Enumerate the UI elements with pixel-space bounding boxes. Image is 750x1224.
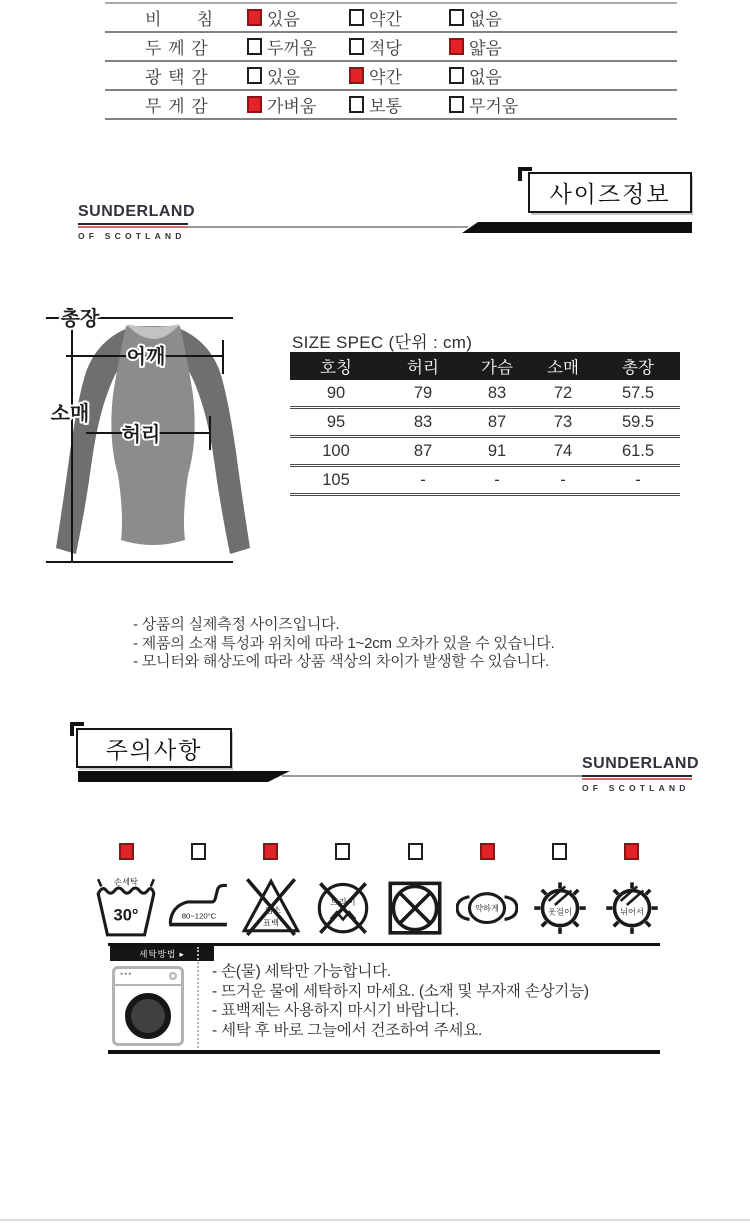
cell: 95: [326, 412, 346, 431]
care-symbols-row: [90, 843, 668, 939]
spec-option: [449, 63, 677, 88]
option-label: 보통: [369, 97, 402, 116]
size-spec-title: SIZE SPEC (단위 : cm): [292, 333, 473, 352]
checkbox-icon: [191, 843, 206, 860]
spec-option: [449, 5, 677, 30]
option-label: 두꺼움: [267, 39, 317, 58]
spec-row-label: 비 침: [145, 10, 215, 29]
option-label: 약간: [369, 68, 402, 87]
checkbox-icon: [119, 843, 134, 860]
label-total-length: 총장: [60, 308, 100, 330]
care-label: 손세탁: [114, 877, 139, 887]
col-header: 총장: [622, 359, 654, 377]
option-label: 무거움: [469, 97, 519, 116]
care-item-no-chlorine-bleach: [235, 843, 307, 939]
note-line: - 제품의 소재 특성과 위치에 따라 1~2cm 오차가 있을 수 있습니다.: [133, 634, 555, 652]
checkbox-icon: [247, 38, 262, 55]
option-label: 가벼움: [267, 97, 317, 116]
cell: 57.5: [621, 383, 655, 402]
option-label: 없음: [469, 10, 502, 29]
brand-logo: [582, 755, 699, 793]
cell: 83: [413, 412, 433, 431]
shade-dry-flat-icon: [601, 871, 663, 939]
caution-header: [76, 728, 232, 768]
care-label: 드라이: [330, 897, 356, 907]
checkbox-icon: [449, 67, 464, 84]
col-header: 허리: [407, 359, 439, 377]
label-waist: 허리: [121, 424, 161, 446]
cell: -: [420, 470, 426, 489]
spec-option: [449, 92, 677, 117]
brand-name: SUNDERLAND: [78, 203, 188, 225]
machine-dots: •••: [120, 969, 133, 979]
iron-icon: [167, 871, 229, 939]
note-line: - 모니터와 해상도에 따라 상품 색상의 차이가 발생할 수 있습니다.: [133, 653, 550, 670]
care-item-wring-gently: [451, 843, 523, 939]
page-bottom-strip: [0, 1219, 750, 1221]
no-tumble-dry-icon: [384, 871, 446, 939]
care-item-no-tumble-dry: [379, 843, 451, 939]
brand-subtitle: OF SCOTLAND: [582, 783, 690, 793]
cell: 100: [322, 441, 350, 460]
col-header: 호칭: [320, 359, 352, 377]
care-label: 옷걸이: [547, 907, 572, 917]
brand-red-underline: [78, 226, 188, 228]
spec-option: [449, 34, 677, 59]
caution-title: 주의사항: [105, 736, 203, 763]
option-label: 얇음: [469, 39, 502, 58]
brand-subtitle: OF SCOTLAND: [78, 231, 186, 241]
brand-name: SUNDERLAND: [582, 755, 692, 777]
cell: 73: [553, 412, 573, 431]
care-label: 뉘어서: [619, 907, 644, 917]
size-info-title: 사이즈정보: [549, 181, 671, 207]
size-table-row: [290, 409, 680, 438]
dotted-divider: [197, 947, 199, 1048]
machine-control-panel: [115, 969, 181, 986]
size-table-row: [290, 467, 680, 496]
spec-option: [247, 63, 349, 88]
option-label: 없음: [469, 68, 502, 87]
spec-row-weight: [105, 91, 677, 120]
divider-thin-line: [188, 226, 468, 228]
checkbox-icon: [349, 96, 364, 113]
care-value: 30°: [113, 906, 139, 925]
spec-row-thickness: [105, 33, 677, 62]
checkbox-icon: [449, 96, 464, 113]
no-chlorine-bleach-icon: [240, 871, 302, 939]
fabric-spec-table: [105, 2, 677, 120]
checkbox-icon: [335, 843, 350, 860]
note-line: - 상품의 실제측정 사이즈입니다.: [133, 616, 340, 633]
checkbox-icon: [349, 38, 364, 55]
checkbox-icon: [552, 843, 567, 860]
washing-machine-icon: [112, 966, 184, 1046]
cell: 105: [322, 470, 350, 489]
instruction-line: - 표백제는 사용하지 마시기 바랍니다.: [212, 1002, 460, 1019]
label-sleeve: 소매: [50, 403, 90, 425]
col-header: 소매: [547, 359, 579, 377]
care-label2: 표백: [262, 918, 279, 928]
wring-gently-icon: [456, 871, 518, 939]
wash-box-bottom-border: [108, 1050, 660, 1054]
size-info-header: [528, 172, 692, 213]
brand-logo: [78, 203, 195, 241]
cell: -: [560, 470, 566, 489]
spec-option: [349, 5, 449, 30]
cell: 87: [413, 441, 433, 460]
option-label: 약간: [369, 10, 402, 29]
care-label: 염소: [264, 906, 281, 916]
care-label: 80~120°C: [182, 911, 217, 921]
no-dry-clean-icon: [312, 871, 374, 939]
option-label: 있음: [267, 10, 300, 29]
wash-method-label: 세탁방법 ▸: [110, 946, 214, 961]
machine-knob: [169, 972, 177, 980]
spec-row-sheerness: [105, 4, 677, 33]
cell: 59.5: [621, 412, 655, 431]
spec-row-label: 광 택 감: [145, 68, 209, 87]
size-table-header: [290, 352, 680, 380]
spec-option: [247, 92, 349, 117]
cell: 83: [487, 383, 507, 402]
instruction-line: - 손(물) 세탁만 가능합니다.: [212, 963, 392, 980]
cell: 74: [553, 441, 573, 460]
checkbox-icon: [349, 67, 364, 84]
care-item-shade-dry-hanger: [524, 843, 596, 939]
col-header: 가슴: [481, 359, 513, 377]
checkbox-icon: [480, 843, 495, 860]
cell: 61.5: [621, 441, 655, 460]
cell: 72: [553, 383, 573, 402]
machine-drum: [125, 993, 171, 1039]
cell: 90: [326, 383, 346, 402]
instruction-line: - 세탁 후 바로 그늘에서 건조하여 주세요.: [212, 1021, 483, 1039]
care-item-iron: [162, 843, 234, 939]
spec-option: [349, 92, 449, 117]
shirt-measurement-diagram: [38, 300, 268, 580]
option-label: 적당: [369, 39, 402, 58]
checkbox-icon: [349, 9, 364, 26]
care-label: 약하게: [475, 904, 500, 914]
checkbox-icon: [247, 9, 262, 26]
label-shoulder: 어깨: [126, 346, 166, 368]
cell: -: [635, 470, 641, 489]
spec-option: [349, 63, 449, 88]
checkbox-icon: [247, 96, 262, 113]
checkbox-icon: [408, 843, 423, 860]
size-table-row: [290, 380, 680, 409]
shade-dry-hanger-icon: [529, 871, 591, 939]
spec-option: [349, 34, 449, 59]
cell: 91: [487, 441, 507, 460]
spec-option: [247, 5, 349, 30]
option-label: 있음: [267, 68, 300, 87]
hand-wash-icon: [95, 871, 157, 939]
checkbox-icon: [263, 843, 278, 860]
instruction-line: - 뜨거운 물에 세탁하지 마세요. (소재 및 부자재 손상기능): [212, 982, 589, 1000]
spec-row-gloss: [105, 62, 677, 91]
size-table-row: [290, 438, 680, 467]
cell: 79: [413, 383, 433, 402]
cell: -: [494, 470, 500, 489]
care-item-no-dry-clean: [307, 843, 379, 939]
care-item-shade-dry-flat: [596, 843, 668, 939]
brand-red-underline: [582, 778, 692, 780]
spec-row-label: 두 께 감: [145, 39, 209, 58]
checkbox-icon: [449, 9, 464, 26]
checkbox-icon: [449, 38, 464, 55]
divider-black-bar: [462, 222, 692, 233]
cell: 87: [487, 412, 507, 431]
spec-option: [247, 34, 349, 59]
washing-instructions: [212, 962, 589, 1040]
care-item-hand-wash: [90, 843, 162, 939]
spec-row-label: 무 게 감: [145, 97, 209, 116]
divider-black-bar: [78, 771, 290, 782]
size-spec-table: [290, 352, 680, 496]
checkbox-icon: [247, 67, 262, 84]
size-notes: [133, 616, 555, 672]
checkbox-icon: [624, 843, 639, 860]
